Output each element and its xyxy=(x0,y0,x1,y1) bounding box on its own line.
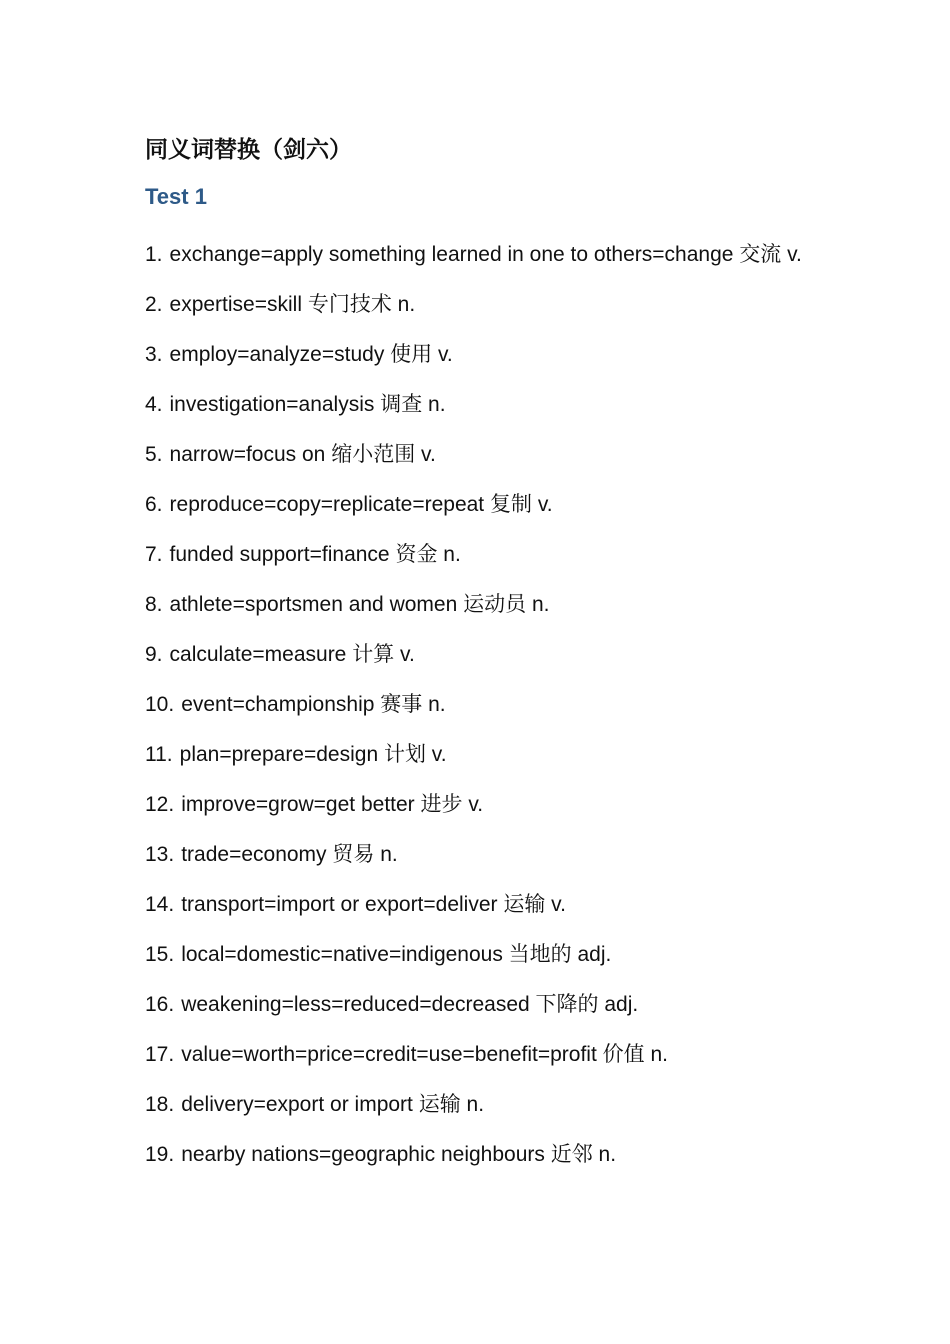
item-number: 15. xyxy=(145,943,175,966)
item-number: 3. xyxy=(145,343,163,366)
item-number: 7. xyxy=(145,543,163,566)
section-heading: Test 1 xyxy=(145,184,207,209)
list-item xyxy=(145,830,825,880)
list-item xyxy=(145,230,825,280)
list-item xyxy=(145,680,825,730)
list-item xyxy=(145,880,825,930)
item-number: 14. xyxy=(145,893,175,916)
item-number: 2. xyxy=(145,293,163,316)
item-text: local=domestic=native=indigenous 当地的 adj. xyxy=(181,943,612,966)
list-item xyxy=(145,1030,825,1080)
item-text: transport=import or export=deliver 运输 v. xyxy=(181,893,566,916)
list-item xyxy=(145,630,825,680)
item-text: plan=prepare=design 计划 v. xyxy=(179,743,447,766)
list-item xyxy=(145,930,825,980)
item-number: 12. xyxy=(145,793,175,816)
item-number: 4. xyxy=(145,393,163,416)
item-number: 11. xyxy=(145,743,173,766)
item-number: 8. xyxy=(145,593,163,616)
list-item xyxy=(145,330,825,380)
item-number: 9. xyxy=(145,643,163,666)
list-item xyxy=(145,280,825,330)
list-item xyxy=(145,380,825,430)
list-item xyxy=(145,780,825,830)
list-item xyxy=(145,1080,825,1130)
item-number: 13. xyxy=(145,843,175,866)
list-item xyxy=(145,430,825,480)
list-item xyxy=(145,980,825,1030)
item-number: 1. xyxy=(145,243,163,266)
item-text: employ=analyze=study 使用 v. xyxy=(169,343,453,366)
item-text: reproduce=copy=replicate=repeat 复制 v. xyxy=(169,493,553,516)
list-item xyxy=(145,1130,825,1180)
list-item xyxy=(145,730,825,780)
item-text: value=worth=price=credit=use=benefit=profit 价值 n. xyxy=(181,1043,668,1066)
item-text: athlete=sportsmen and women 运动员 n. xyxy=(169,593,550,616)
item-text: exchange=apply something learned in one to others=change 交流 v. xyxy=(169,243,802,266)
item-number: 10. xyxy=(145,693,175,716)
vocabulary-list xyxy=(145,230,825,1180)
item-number: 16. xyxy=(145,993,175,1016)
item-number: 6. xyxy=(145,493,163,516)
item-text: delivery=export or import 运输 n. xyxy=(181,1093,485,1116)
item-text: expertise=skill 专门技术 n. xyxy=(169,293,416,316)
item-text: improve=grow=get better 进步 v. xyxy=(181,793,484,816)
list-item xyxy=(145,480,825,530)
item-number: 5. xyxy=(145,443,163,466)
item-text: weakening=less=reduced=decreased 下降的 adj. xyxy=(181,993,639,1016)
item-number: 18. xyxy=(145,1093,175,1116)
item-number: 19. xyxy=(145,1143,175,1166)
item-number: 17. xyxy=(145,1043,175,1066)
item-text: funded support=finance 资金 n. xyxy=(169,543,461,566)
item-text: narrow=focus on 缩小范围 v. xyxy=(169,443,436,466)
item-text: event=championship 赛事 n. xyxy=(181,693,446,716)
item-text: calculate=measure 计算 v. xyxy=(169,643,415,666)
item-text: trade=economy 贸易 n. xyxy=(181,843,398,866)
list-item xyxy=(145,580,825,630)
list-item xyxy=(145,530,825,580)
document-title: 同义词替换（剑六） xyxy=(145,136,352,162)
item-text: nearby nations=geographic neighbours 近邻 n. xyxy=(181,1143,617,1166)
item-text: investigation=analysis 调查 n. xyxy=(169,393,446,416)
